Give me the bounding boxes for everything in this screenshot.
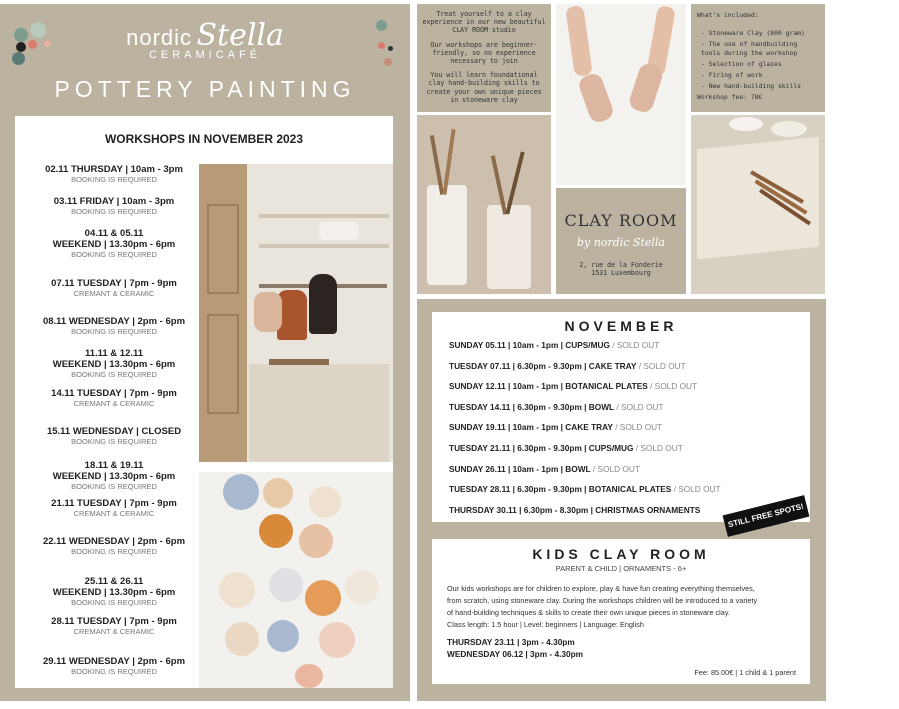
schedule-time: WEEKEND | 13.30pm - 6pm [52, 587, 176, 598]
schedule-note: CREMANT & CERAMIC [73, 509, 155, 518]
november-row [449, 340, 659, 350]
included-item: - The use of handbuilding tools during the workshop [701, 40, 798, 57]
schedule-row [29, 388, 199, 409]
schedule-note: BOOKING IS REQUIRED [71, 175, 157, 184]
november-row-text: THURSDAY 30.11 | 6.30pm - 8.30pm | CHRISTMAS ORNAMENTS [449, 504, 701, 515]
included-heading: What's included: [697, 11, 759, 19]
brand-cafe: CERAMICAFÉ [148, 49, 262, 61]
november-row-text: TUESDAY 14.11 | 6.30pm - 9.30pm | BOWL [449, 401, 615, 412]
november-row-text: TUESDAY 07.11 | 6.30pm - 9.30pm | CAKE TRAY [449, 360, 637, 371]
kids-card [432, 539, 810, 684]
schedule-row [29, 316, 199, 337]
schedule-row [29, 164, 199, 185]
tools-photo [417, 115, 551, 294]
intro-p2: Our workshops are beginner-friendly, so no experience necessary to join [430, 40, 538, 66]
kids-date: THURSDAY 23.11 | 3pm - 4.30pm [447, 637, 575, 647]
schedule-row [29, 498, 199, 519]
schedule-note: BOOKING IS REQUIRED [71, 327, 157, 336]
studio-photo [199, 164, 393, 462]
schedule-date: 25.11 & 26.11 [84, 576, 144, 587]
schedule-row [29, 348, 199, 380]
schedule-row [29, 460, 199, 492]
clayroom-title: CLAY ROOM [564, 211, 678, 230]
workshop-schedule [15, 116, 393, 688]
brand-nordic: nordic [126, 25, 193, 50]
november-row [449, 464, 640, 474]
schedule-row [29, 656, 199, 677]
schedule-row [29, 536, 199, 557]
kids-desc-line: of hand-building techniques & skills to create their own unique pieces in stoneware clay. [447, 608, 730, 617]
november-row [449, 361, 686, 371]
schedule-note: BOOKING IS REQUIRED [71, 250, 157, 259]
included-box [691, 4, 825, 112]
sold-out-label: / SOLD OUT [614, 401, 664, 412]
schedule-date: 03.11 FRIDAY | 10am - 3pm [53, 196, 175, 207]
intro-note [417, 4, 551, 112]
included-item: - Firing of work [701, 71, 763, 80]
schedule-note: BOOKING IS REQUIRED [71, 598, 157, 607]
hands-photo [556, 4, 686, 185]
sold-out-label: / SOLD OUT [612, 422, 663, 433]
page-title: POTTERY PAINTING [54, 76, 356, 102]
kids-subhead: PARENT & CHILD | ORNAMENTS - 6+ [555, 564, 687, 573]
included-list [697, 29, 819, 90]
november-row-text: SUNDAY 19.11 | 10am - 1pm | CAKE TRAY [449, 422, 613, 433]
ornaments-photo [199, 472, 393, 688]
left-panel [0, 4, 410, 701]
sold-out-label: / SOLD OUT [590, 463, 640, 474]
schedule-date: 02.11 THURSDAY | 10am - 3pm [45, 164, 183, 175]
november-row [449, 443, 683, 453]
kids-desc-line: Class length: 1.5 hour | Level: beginners | Language: English [447, 620, 644, 629]
schedule-date: 18.11 & 19.11 [84, 460, 144, 471]
schedule-note: BOOKING IS REQUIRED [71, 370, 157, 379]
schedule-note: BOOKING IS REQUIRED [71, 667, 157, 676]
schedule-time: WEEKEND | 13.30pm - 6pm [52, 239, 176, 250]
kids-fee: Fee: 85.00€ | 1 child & 1 parent [694, 668, 796, 677]
november-heading: NOVEMBER [564, 318, 678, 334]
november-row [449, 402, 663, 412]
november-row [449, 381, 697, 391]
kids-description [432, 583, 810, 631]
november-row-text: SUNDAY 26.11 | 10am - 1pm | BOWL [449, 463, 591, 474]
schedule-note: BOOKING IS REQUIRED [71, 437, 157, 446]
schedule-note: CREMANT & CERAMIC [73, 627, 155, 636]
november-row [449, 484, 721, 494]
november-row [449, 505, 700, 515]
kids-heading: KIDS CLAY ROOM [532, 546, 710, 562]
kids-dates [432, 636, 810, 660]
brand-logo [0, 18, 410, 61]
kids-desc-line: from scratch, using stoneware clay. During the workshops children will be introduced to a variety [447, 596, 758, 605]
november-row-text: TUESDAY 21.11 | 6.30pm - 9.30pm | CUPS/MUG [449, 443, 634, 453]
schedule-date: 29.11 WEDNESDAY | 2pm - 6pm [42, 656, 186, 667]
intro-p3: You will learn foundational clay hand-building skills to create your own unique pieces in stoneware clay [426, 71, 542, 104]
included-item: - Selection of glazes [701, 59, 782, 68]
sold-out-label: / SOLD OUT [671, 484, 721, 495]
schedule-date: 21.11 TUESDAY | 7pm - 9pm [51, 498, 177, 509]
schedule-row [29, 228, 199, 260]
schedule-date: 15.11 WEDNESDAY | CLOSED [46, 426, 182, 437]
schedule-note: BOOKING IS REQUIRED [71, 482, 157, 491]
included-item: - New hand-building skills [701, 82, 802, 91]
intro-p1: Treat yourself to a clay experience in our new beautiful CLAY ROOM studio [422, 10, 546, 35]
november-row-text: TUESDAY 28.11 | 6.30pm - 9.30pm | BOTANICAL PLATES [449, 484, 672, 495]
schedule-row [29, 616, 199, 637]
schedule-date: 14.11 TUESDAY | 7pm - 9pm [51, 388, 177, 399]
november-row-text: SUNDAY 12.11 | 10am - 1pm | BOTANICAL PLATES [449, 381, 648, 392]
november-card [432, 312, 810, 522]
brand-stella: Stella [196, 18, 284, 53]
november-row [449, 422, 662, 432]
clayroom-by: by nordic Stella [577, 236, 665, 249]
sold-out-label: / SOLD OUT [636, 360, 686, 371]
schedule-note: CREMANT & CERAMIC [73, 399, 155, 408]
address-line-1: 2, rue de la Fonderie [579, 261, 663, 269]
kids-date: WEDNESDAY 06.12 | 3pm - 4.30pm [447, 649, 584, 659]
schedule-date: 28.11 TUESDAY | 7pm - 9pm [51, 616, 177, 627]
schedule-date: 04.11 & 05.11 [84, 228, 144, 239]
free-spots-stamp: STILL FREE SPOTS! [723, 495, 810, 537]
workshop-fee: Workshop fee: 78€ [697, 93, 763, 102]
schedule-row [29, 576, 199, 608]
workbench-photo [691, 115, 825, 294]
clayroom-card [556, 188, 686, 294]
schedule-time: WEEKEND | 13.30pm - 6pm [52, 359, 176, 370]
schedule-date: 08.11 WEDNESDAY | 2pm - 6pm [42, 316, 186, 327]
november-row-text: SUNDAY 05.11 | 10am - 1pm | CUPS/MUG [449, 340, 610, 350]
clayroom-address [556, 261, 686, 277]
sold-out-label: / SOLD OUT [609, 340, 660, 350]
address-line-2: 1531 Luxembourg [591, 269, 651, 277]
included-item: - Stoneware Clay (800 gram) [701, 29, 805, 38]
schedule-heading: WORKSHOPS IN NOVEMBER 2023 [104, 132, 304, 146]
schedule-date: 11.11 & 12.11 [84, 348, 144, 359]
schedule-note: CREMANT & CERAMIC [73, 289, 155, 298]
schedule-row [29, 196, 199, 217]
schedule-row [29, 278, 199, 299]
schedule-time: WEEKEND | 13.30pm - 6pm [52, 471, 176, 482]
kids-desc-line: Our kids workshops are for children to explore, play & have fun creating everything themselves, [447, 584, 755, 593]
sold-out-label: / SOLD OUT [647, 381, 698, 392]
sold-out-label: / SOLD OUT [633, 443, 683, 453]
schedule-note: BOOKING IS REQUIRED [71, 207, 157, 216]
schedule-date: 07.11 TUESDAY | 7pm - 9pm [51, 278, 177, 289]
schedule-note: BOOKING IS REQUIRED [71, 547, 157, 556]
schedule-date: 22.11 WEDNESDAY | 2pm - 6pm [42, 536, 186, 547]
schedule-row [29, 426, 199, 447]
